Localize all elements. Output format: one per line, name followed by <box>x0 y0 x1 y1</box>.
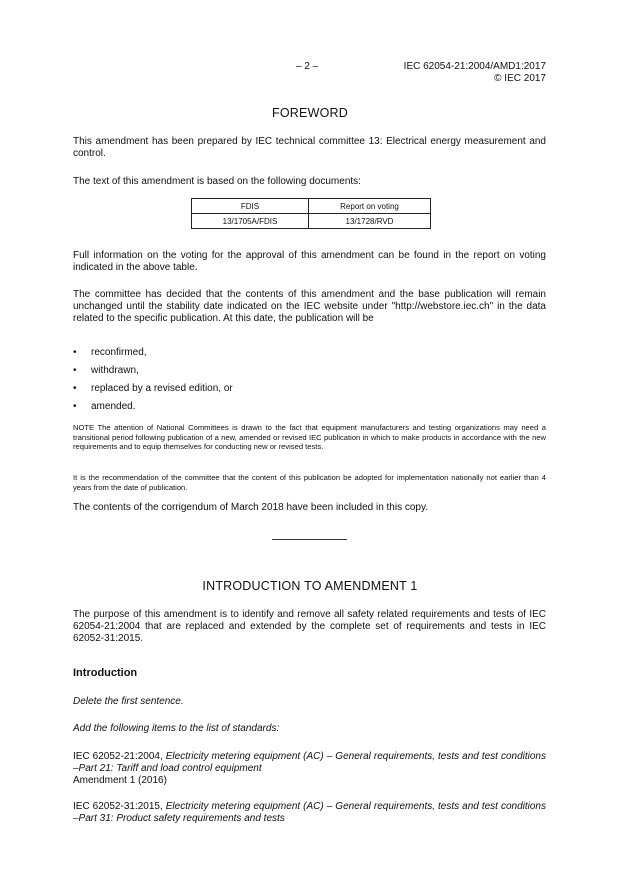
reference-title: Electricity metering equipment (AC) – General requirements, tests and test conditions –Part 21: Tariff and load control equipment <box>73 751 546 775</box>
foreword-paragraph-1: This amendment has been prepared by IEC technical committee 13: Electrical energy measurement and control. <box>73 136 546 160</box>
section-heading: Introduction <box>73 667 138 679</box>
table-cell: 13/1705A/FDIS <box>192 214 309 229</box>
reference-2 <box>73 801 546 825</box>
recommendation-text: It is the recommendation of the committee that the content of this publication be adopted for implementation nationally not earlier than 4 years from the date of publication. <box>73 473 546 492</box>
reference-1 <box>73 751 546 775</box>
list-item-text: amended. <box>91 401 136 412</box>
table-row <box>192 214 431 229</box>
table-header-row <box>192 199 431 214</box>
section-divider <box>272 539 347 540</box>
instruction-2: Add the following items to the list of standards: <box>73 723 280 734</box>
page-number: – 2 – <box>296 61 319 72</box>
reference-id: IEC 62052-21:2004, <box>73 751 166 762</box>
reference-title: Electricity metering equipment (AC) – General requirements, tests and test conditions –Part 31: Product safety requirements and tests <box>73 801 546 825</box>
introduction-paragraph: The purpose of this amendment is to identify and remove all safety related requirements and tests of IEC 62054-21:2004 that are replaced and extended by the complete set of requirements and tests in IEC 62052-31:2015. <box>73 609 546 645</box>
list-item: • amended. <box>73 401 136 412</box>
list-item: • withdrawn, <box>73 365 139 376</box>
list-item: • replaced by a revised edition, or <box>73 383 233 394</box>
introduction-title: INTRODUCTION TO AMENDMENT 1 <box>202 579 418 593</box>
document-reference <box>404 61 546 85</box>
list-item: • reconfirmed, <box>73 347 147 358</box>
list-item-text: replaced by a revised edition, or <box>91 383 233 394</box>
foreword-title: FOREWORD <box>272 106 348 120</box>
voting-documents-table <box>191 198 431 229</box>
instruction-1: Delete the first sentence. <box>73 696 184 707</box>
table-cell: 13/1728/RVD <box>309 214 431 229</box>
list-item-text: withdrawn, <box>91 365 139 376</box>
doc-ref: IEC 62054-21:2004/AMD1:2017 <box>403 61 546 72</box>
corrigendum-text: The contents of the corrigendum of March 2018 have been included in this copy. <box>73 502 429 513</box>
reference-id: IEC 62052-31:2015, <box>73 801 166 812</box>
reference-1-amendment: Amendment 1 (2016) <box>73 775 167 786</box>
list-item-text: reconfirmed, <box>91 347 147 358</box>
table-header: FDIS <box>192 199 309 214</box>
foreword-paragraph-2: The text of this amendment is based on the following documents: <box>73 176 361 187</box>
foreword-paragraph-4: The committee has decided that the contents of this amendment and the base publication will remain unchanged until the stability date indicated on the IEC website under "http://webstore.iec.ch" in the data related to the specific publication. At this date, the publication will be <box>73 289 546 325</box>
table-header: Report on voting <box>309 199 431 214</box>
note-text: NOTE The attention of National Committees is drawn to the fact that equipment manufacturers and testing organizations may need a transitional period following publication of a new, amended or revised IEC publication in which to make products in accordance with the new requirements and to equip themselves for conducting new or revised tests. <box>73 423 546 452</box>
foreword-paragraph-3: Full information on the voting for the approval of this amendment can be found in the report on voting indicated in the above table. <box>73 250 546 274</box>
copyright: © IEC 2017 <box>494 73 546 84</box>
